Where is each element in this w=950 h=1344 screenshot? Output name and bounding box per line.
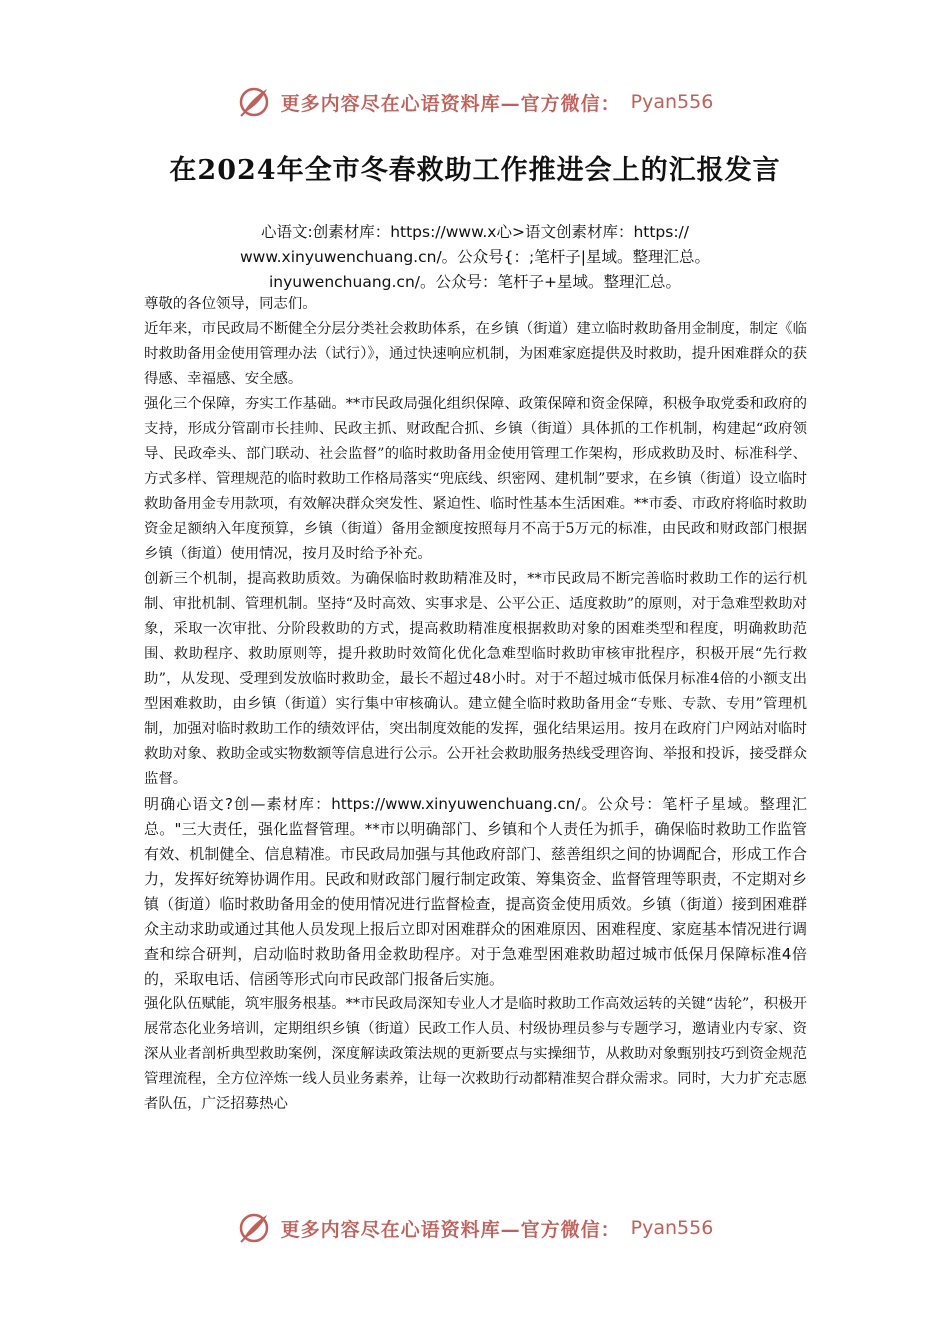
source-line: www.xinyuwenchuang.cn/。公众号{：;笔杆子|星域。整理汇总。 <box>239 248 710 266</box>
header-banner-wechat-id: Pyan556 <box>630 91 714 113</box>
source-attribution <box>120 220 830 295</box>
paragraph-three-mechanisms: 创新三个机制，提高救助质效。为确保临时救助精准及时，**市民政局不断完善临时救助工作的运行机制、审批机制、管理机制。坚持“及时高效、实事求是、公平公正、适度救助”的原则，对于急难型救助对象，采取一次审批、分阶段救助的方式，提高救助精准度根据救助对象的困难类型和程度，明确救助范围、救助程序、救助原则等，提升救助时效简化优化急难型临时救助审核审批程序，积极开展“先行救助”，从发现、受理到发放临时救助金，最长不超过48小时。对于不超过城市低保月标准4倍的小额支出型困难救助，由乡镇（街道）实行集中审核确认。建立健全临时救助备用金“专账、专款、专用”管理机制，加强对临时救助工作的绩效评估，突出制度效能的发挥，强化结果运用。按月在政府门户网站对临时救助对象、救助金或实物数额等信息进行公示。公开社会救助服务热线受理咨询、举报和投诉，接受群众监督。 <box>144 571 807 787</box>
source-line: inyuwenchuang.cn/。公众号：笔杆子+星域。整理汇总。 <box>269 273 681 291</box>
footer-banner-text: 更多内容尽在心语资料库—官方微信： <box>280 1218 621 1241</box>
footer-banner <box>0 1208 950 1248</box>
quill-logo-icon <box>237 1211 271 1245</box>
paragraph-three-responsibilities: 明确心语文?创—素材库：https://www.xinyuwenchuang.cn/。公众号：笔杆子星域。整理汇总。"三大责任，强化监督管理。**市以明确部门、乡镇和个人责任为抓手，确保临时救助工作监管有效、机制健全、信息精准。市民政局加强与其他政府部门、慈善组织之间的协调配合，形成工作合力，发挥好统筹协调作用。民政和财政部门履行制定政策、筹集资金、监督管理等职责，不定期对乡镇（街道）临时救助备用金的使用情况进行监督检查，提高资金使用质效。乡镇（街道）接到困难群众主动求助或通过其他人员发现上报后立即对困难群众的困难原因、困难程度、家庭基本情况进行调查和综合研判，启动临时救助备用金救助程序。对于急难型困难救助超过城市低保月保障标准4倍的，采取电话、信函等形式向市民政部门报备后实施。 <box>144 795 807 988</box>
quill-logo-icon <box>237 85 271 119</box>
document-body <box>144 292 807 1117</box>
paragraph-salutation: 尊敬的各位领导，同志们。 <box>144 296 317 312</box>
paragraph-team-empowerment: 强化队伍赋能，筑牢服务根基。**市民政局深知专业人才是临时救助工作高效运转的关键“齿轮”，积极开展常态化业务培训，定期组织乡镇（街道）民政工作人员、村级协理员参与专题学习，邀请业内专家、资深从业者剖析典型救助案例，深度解读政策法规的更新要点与实操细节，从救助对象甄别技巧到资金规范管理流程，全方位淬炼一线人员业务素养，让每一次救助行动都精准契合群众需求。同时，大力扩充志愿者队伍，广泛招募热心 <box>144 996 807 1112</box>
source-line: 心语文:创素材库：https://www.x心>语文创素材库：https:// <box>260 223 690 241</box>
paragraph-three-guarantees: 强化三个保障，夯实工作基础。**市民政局强化组织保障、政策保障和资金保障，积极争取党委和政府的支持，形成分管副市长挂帅、民政主抓、财政配合抓、乡镇（街道）具体抓的工作机制，构建起“政府领导、民政牵头、部门联动、社会监督”的临时救助备用金使用管理工作架构，形成救助及时、标准科学、方式多样、管理规范的临时救助工作格局落实“兜底线、织密网、建机制”要求，在乡镇（街道）设立临时救助备用金专用款项，有效解决群众突发性、紧迫性、临时性基本生活困难。**市委、市政府将临时救助资金足额纳入年度预算，乡镇（街道）备用金额度按照每月不高于5万元的标准，由民政和财政部门根据乡镇（街道）使用情况，按月及时给予补充。 <box>144 396 807 562</box>
footer-banner-wechat-id: Pyan556 <box>630 1217 714 1239</box>
header-banner-text: 更多内容尽在心语资料库—官方微信： <box>280 92 621 115</box>
header-banner <box>0 82 950 122</box>
document-title: 在2024年全市冬春救助工作推进会上的汇报发言 <box>169 155 781 186</box>
paragraph-intro: 近年来，市民政局不断健全分层分类社会救助体系，在乡镇（街道）建立临时救助备用金制度，制定《临时救助备用金使用管理办法（试行）》，通过快速响应机制，为困难家庭提供及时救助，提升困难群众的获得感、幸福感、安全感。 <box>144 321 807 387</box>
